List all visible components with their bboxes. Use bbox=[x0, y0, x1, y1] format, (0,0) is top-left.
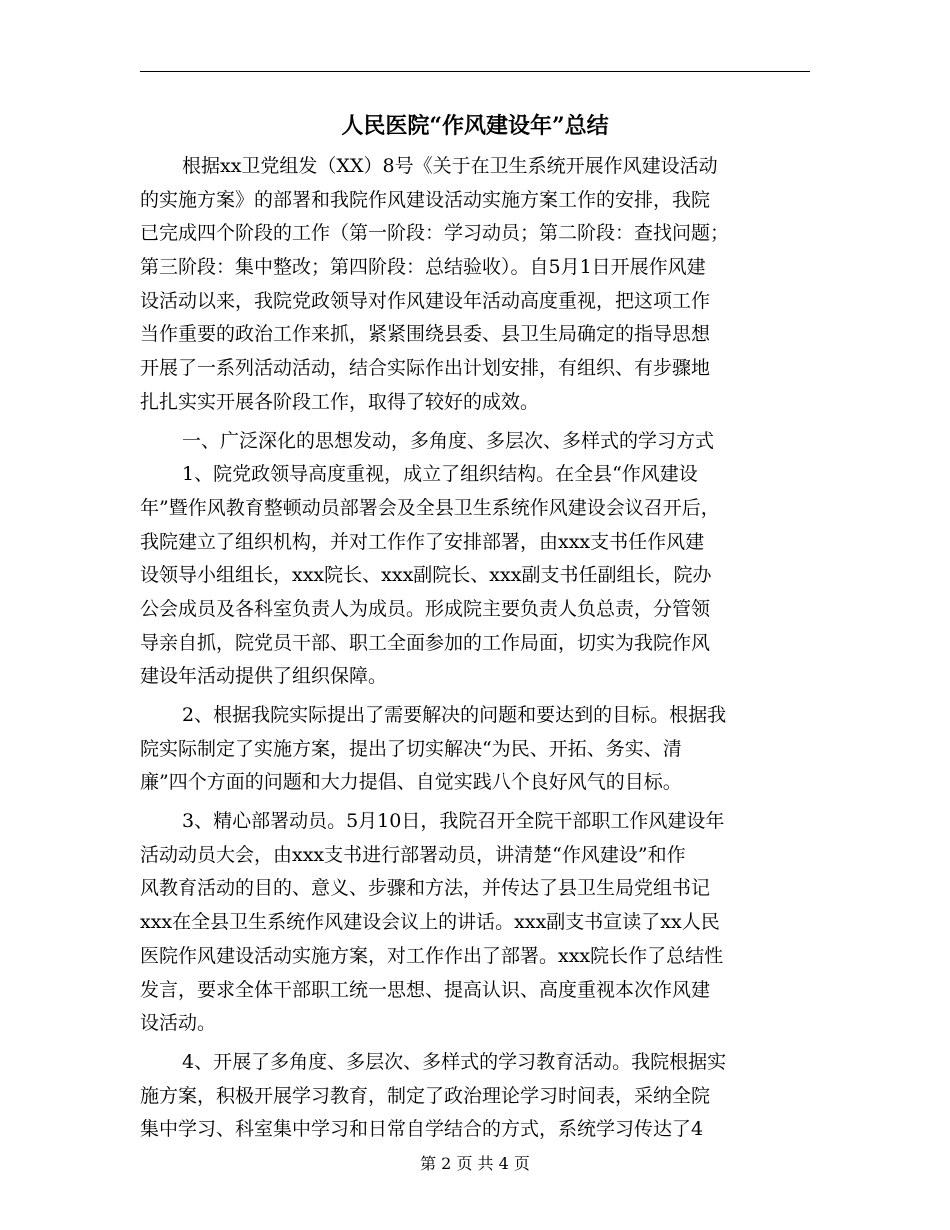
paragraph-line: 施方案，积极开展学习教育，制定了政治理论学习时间表，采纳全院 bbox=[140, 1084, 711, 1107]
paragraph-line: 廉”四个方面的问题和大力提倡、自觉实践八个良好风气的目标。 bbox=[140, 771, 682, 794]
paragraph-line: 公会成员及各科室负责人为成员。形成院主要负责人负总责，分管领 bbox=[140, 597, 711, 620]
paragraph-line: 第三阶段：集中整改；第四阶段：总结验收）。自5月1日开展作风建 bbox=[140, 256, 706, 279]
paragraph-line: 风教育活动的目的、意义、步骤和方法，并传达了县卫生局党组书记 bbox=[140, 877, 711, 900]
paragraph-line: 设领导小组组长，xxx院长、xxx副院长、xxx副支书任副组长，院办 bbox=[140, 564, 712, 587]
header-rule bbox=[140, 71, 810, 72]
section-heading: 一、广泛深化的思想发动，多角度、多层次、多样式的学习方式 bbox=[182, 429, 715, 452]
paragraph-line: 我院建立了组织机构，并对工作作了安排部署，由xxx支书任作风建 bbox=[140, 530, 705, 553]
paragraph-line: 的实施方案》的部署和我院作风建设活动实施方案工作的安排，我院 bbox=[140, 188, 711, 211]
paragraph-line: 活动动员大会，由xxx支书进行部署动员，讲清楚“作风建设”和作 bbox=[140, 843, 686, 866]
paragraph-line: 开展了一系列活动活动，结合实际作出计划安排，有组织、有步骤地 bbox=[140, 357, 711, 380]
paragraph-line: xxx在全县卫生系统作风建设会议上的讲话。xxx副支书宣读了xx人民 bbox=[140, 911, 720, 934]
paragraph-line: 发言，要求全体干部职工统一思想、提高认识、高度重视本次作风建 bbox=[140, 978, 711, 1001]
paragraph-line: 扎扎实实开展各阶段工作，取得了较好的成效。 bbox=[140, 390, 540, 413]
paragraph-line: 2、根据我院实际提出了需要解决的问题和要达到的目标。根据我 bbox=[182, 704, 727, 726]
page-number-footer: 第 2 页 共 4 页 bbox=[420, 1154, 530, 1173]
paragraph-line: 建设年活动提供了组织保障。 bbox=[140, 665, 388, 688]
document-body bbox=[140, 150, 810, 1147]
page-title: 人民医院“作风建设年”总结 bbox=[341, 113, 609, 139]
paragraph-line: 4、开展了多角度、多层次、多样式的学习教育活动。我院根据实 bbox=[182, 1050, 727, 1073]
paragraph-line: 院实际制定了实施方案，提出了切实解决“为民、开拓、务实、清 bbox=[140, 737, 682, 760]
paragraph-line: 导亲自抓，院党员干部、职工全面参加的工作局面，切实为我院作风 bbox=[140, 631, 711, 654]
paragraph-line: 已完成四个阶段的工作（第一阶段：学习动员；第二阶段：查找问题； bbox=[140, 222, 730, 245]
paragraph-line: 设活动。 bbox=[140, 1012, 217, 1035]
paragraph-line: 设活动以来，我院党政领导对作风建设年活动高度重视，把这项工作 bbox=[140, 289, 711, 312]
paragraph-line: 医院作风建设活动实施方案，对工作作出了部署。xxx院长作了总结性 bbox=[140, 944, 724, 967]
paragraph-line: 集中学习、科室集中学习和日常自学结合的方式，系统学习传达了4 bbox=[140, 1118, 704, 1141]
paragraph-line: 根据xx卫党组发（XX）8号《关于在卫生系统开展作风建设活动 bbox=[182, 155, 718, 177]
paragraph-line: 年”暨作风教育整顿动员部署会及全县卫生系统作风建设会议召开后， bbox=[140, 496, 720, 519]
paragraph-line: 3、精心部署动员。5月10日，我院召开全院干部职工作风建设年 bbox=[182, 810, 725, 833]
paragraph-line: 当作重要的政治工作来抓，紧紧围绕县委、县卫生局确定的指导思想 bbox=[140, 323, 711, 346]
paragraph-line: 1、院党政领导高度重视，成立了组织结构。在全县“作风建设 bbox=[182, 463, 698, 486]
